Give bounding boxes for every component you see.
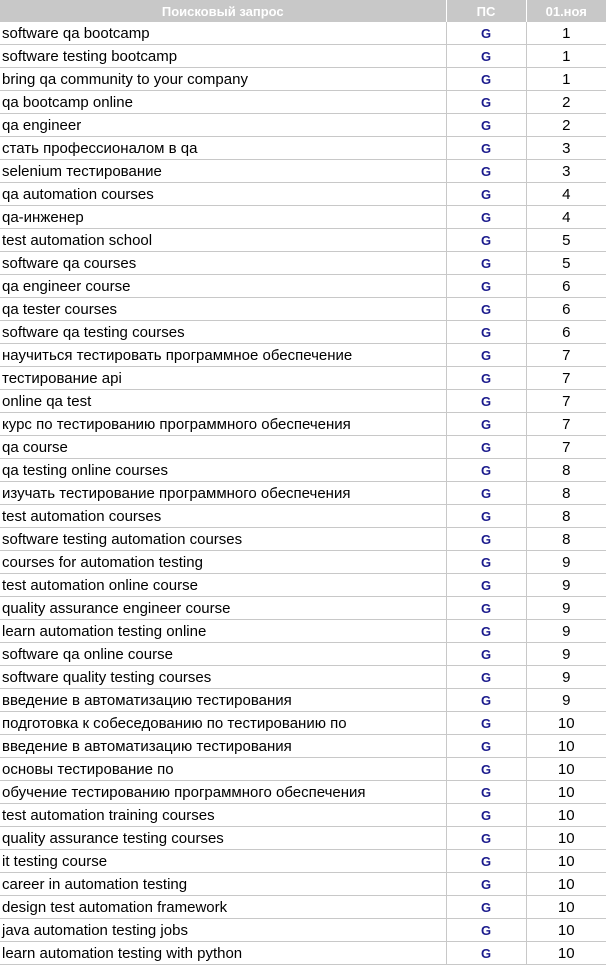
search-engine-cell (446, 229, 526, 252)
table-row[interactable] (0, 919, 606, 942)
table-row[interactable] (0, 850, 606, 873)
query-cell: научиться тестировать программное обеспечение (0, 344, 446, 367)
position-cell: 6 (526, 275, 606, 298)
position-cell: 10 (526, 758, 606, 781)
position-cell: 7 (526, 436, 606, 459)
table-row[interactable] (0, 206, 606, 229)
search-engine-cell (446, 413, 526, 436)
google-icon: G (480, 899, 492, 915)
table-row[interactable] (0, 275, 606, 298)
google-icon: G (480, 416, 492, 432)
search-engine-cell (446, 137, 526, 160)
query-cell: подготовка к собеседованию по тестированию по (0, 712, 446, 735)
position-cell: 9 (526, 643, 606, 666)
google-icon: G (480, 853, 492, 869)
query-cell: основы тестирование по (0, 758, 446, 781)
table-row[interactable] (0, 666, 606, 689)
query-cell: qa tester courses (0, 298, 446, 321)
position-cell: 10 (526, 712, 606, 735)
table-row[interactable] (0, 91, 606, 114)
position-cell: 5 (526, 252, 606, 275)
position-cell: 1 (526, 22, 606, 45)
google-icon: G (480, 163, 492, 179)
table-row[interactable] (0, 896, 606, 919)
table-row[interactable] (0, 551, 606, 574)
google-icon: G (480, 485, 492, 501)
position-cell: 1 (526, 68, 606, 91)
header-row (0, 0, 606, 22)
table-row[interactable] (0, 804, 606, 827)
search-engine-cell (446, 620, 526, 643)
position-cell: 10 (526, 781, 606, 804)
position-cell: 7 (526, 413, 606, 436)
position-cell: 7 (526, 344, 606, 367)
table-row[interactable] (0, 689, 606, 712)
position-cell: 10 (526, 873, 606, 896)
position-cell: 10 (526, 896, 606, 919)
table-row[interactable] (0, 183, 606, 206)
query-cell: software qa courses (0, 252, 446, 275)
search-engine-cell (446, 551, 526, 574)
google-icon: G (480, 738, 492, 754)
search-engine-cell (446, 252, 526, 275)
table-row[interactable] (0, 436, 606, 459)
search-engine-cell (446, 68, 526, 91)
google-icon: G (480, 761, 492, 777)
search-engine-cell (446, 528, 526, 551)
query-cell: курс по тестированию программного обеспечения (0, 413, 446, 436)
search-engine-cell (446, 597, 526, 620)
position-cell: 9 (526, 689, 606, 712)
google-icon: G (480, 876, 492, 892)
column-header-search-engine[interactable]: ПС (446, 0, 526, 22)
search-engine-cell (446, 459, 526, 482)
search-engine-cell (446, 275, 526, 298)
google-icon: G (480, 577, 492, 593)
search-engine-cell (446, 643, 526, 666)
search-engine-cell (446, 321, 526, 344)
table-row[interactable] (0, 758, 606, 781)
position-cell: 3 (526, 137, 606, 160)
search-engine-cell (446, 206, 526, 229)
query-cell: software quality testing courses (0, 666, 446, 689)
query-cell: qa-инженер (0, 206, 446, 229)
search-engine-cell (446, 827, 526, 850)
google-icon: G (480, 393, 492, 409)
google-icon: G (480, 922, 492, 938)
google-icon: G (480, 347, 492, 363)
table-row[interactable] (0, 22, 606, 45)
position-cell: 10 (526, 919, 606, 942)
position-cell: 7 (526, 390, 606, 413)
search-engine-cell (446, 45, 526, 68)
table-row[interactable] (0, 597, 606, 620)
position-cell: 10 (526, 827, 606, 850)
google-icon: G (480, 186, 492, 202)
query-cell: software testing automation courses (0, 528, 446, 551)
google-icon: G (480, 554, 492, 570)
search-engine-cell (446, 183, 526, 206)
query-cell: test automation training courses (0, 804, 446, 827)
table-row[interactable] (0, 459, 606, 482)
google-icon: G (480, 140, 492, 156)
query-cell: test automation courses (0, 505, 446, 528)
table-row[interactable] (0, 505, 606, 528)
column-header-date[interactable]: 01.ноя (526, 0, 606, 22)
position-cell: 3 (526, 160, 606, 183)
google-icon: G (480, 117, 492, 133)
google-icon: G (480, 646, 492, 662)
query-cell: тестирование api (0, 367, 446, 390)
google-icon: G (480, 784, 492, 800)
google-icon: G (480, 945, 492, 961)
table-row[interactable] (0, 114, 606, 137)
table-row[interactable] (0, 137, 606, 160)
query-cell: it testing course (0, 850, 446, 873)
google-icon: G (480, 669, 492, 685)
table-row[interactable] (0, 620, 606, 643)
table-row[interactable] (0, 781, 606, 804)
query-cell: стать профессионалом в qa (0, 137, 446, 160)
google-icon: G (480, 807, 492, 823)
search-engine-cell (446, 942, 526, 965)
google-icon: G (480, 278, 492, 294)
google-icon: G (480, 715, 492, 731)
google-icon: G (480, 232, 492, 248)
position-cell: 9 (526, 597, 606, 620)
query-cell: quality assurance testing courses (0, 827, 446, 850)
position-cell: 7 (526, 367, 606, 390)
table-row[interactable] (0, 827, 606, 850)
search-engine-cell (446, 298, 526, 321)
table-row[interactable] (0, 252, 606, 275)
position-cell: 8 (526, 528, 606, 551)
table-row[interactable] (0, 160, 606, 183)
position-cell: 10 (526, 804, 606, 827)
search-engine-cell (446, 735, 526, 758)
search-engine-cell (446, 482, 526, 505)
position-cell: 9 (526, 551, 606, 574)
table-row[interactable] (0, 45, 606, 68)
search-engine-cell (446, 505, 526, 528)
position-cell: 2 (526, 114, 606, 137)
query-cell: online qa test (0, 390, 446, 413)
query-cell: java automation testing jobs (0, 919, 446, 942)
google-icon: G (480, 830, 492, 846)
table-row[interactable] (0, 229, 606, 252)
position-cell: 8 (526, 459, 606, 482)
table-row[interactable] (0, 68, 606, 91)
table-row[interactable] (0, 643, 606, 666)
google-icon: G (480, 94, 492, 110)
google-icon: G (480, 462, 492, 478)
query-cell: software qa online course (0, 643, 446, 666)
search-engine-cell (446, 919, 526, 942)
query-cell: test automation online course (0, 574, 446, 597)
query-cell: qa automation courses (0, 183, 446, 206)
search-engine-cell (446, 896, 526, 919)
position-cell: 10 (526, 735, 606, 758)
table-row[interactable] (0, 712, 606, 735)
query-cell: qa engineer course (0, 275, 446, 298)
query-cell: selenium тестирование (0, 160, 446, 183)
table-row[interactable] (0, 735, 606, 758)
query-cell: qa course (0, 436, 446, 459)
table-row[interactable] (0, 367, 606, 390)
google-icon: G (480, 508, 492, 524)
table-row[interactable] (0, 574, 606, 597)
search-engine-cell (446, 712, 526, 735)
google-icon: G (480, 623, 492, 639)
position-cell: 9 (526, 574, 606, 597)
google-icon: G (480, 25, 492, 41)
table-body (0, 22, 606, 965)
google-icon: G (480, 370, 492, 386)
search-engine-cell (446, 689, 526, 712)
query-cell: learn automation testing online (0, 620, 446, 643)
query-cell: обучение тестированию программного обеспечения (0, 781, 446, 804)
query-cell: изучать тестирование программного обеспечения (0, 482, 446, 505)
query-cell: qa testing online courses (0, 459, 446, 482)
query-cell: software testing bootcamp (0, 45, 446, 68)
search-engine-cell (446, 367, 526, 390)
position-cell: 2 (526, 91, 606, 114)
search-engine-cell (446, 758, 526, 781)
position-cell: 5 (526, 229, 606, 252)
query-cell: career in automation testing (0, 873, 446, 896)
position-cell: 1 (526, 45, 606, 68)
query-cell: введение в автоматизацию тестирования (0, 735, 446, 758)
search-engine-cell (446, 666, 526, 689)
search-engine-cell (446, 850, 526, 873)
table-row[interactable] (0, 942, 606, 965)
search-engine-cell (446, 804, 526, 827)
query-cell: bring qa community to your company (0, 68, 446, 91)
position-cell: 4 (526, 206, 606, 229)
google-icon: G (480, 48, 492, 64)
search-engine-cell (446, 873, 526, 896)
google-icon: G (480, 692, 492, 708)
search-engine-cell (446, 91, 526, 114)
position-cell: 6 (526, 321, 606, 344)
column-header-query[interactable]: Поисковый запрос (0, 0, 446, 22)
google-icon: G (480, 209, 492, 225)
table-row[interactable] (0, 321, 606, 344)
table-row[interactable] (0, 482, 606, 505)
position-cell: 10 (526, 942, 606, 965)
table-row[interactable] (0, 344, 606, 367)
position-cell: 8 (526, 505, 606, 528)
query-cell: qa engineer (0, 114, 446, 137)
position-cell: 9 (526, 620, 606, 643)
search-engine-cell (446, 344, 526, 367)
query-cell: qa bootcamp online (0, 91, 446, 114)
table-row[interactable] (0, 298, 606, 321)
query-cell: введение в автоматизацию тестирования (0, 689, 446, 712)
search-engine-cell (446, 781, 526, 804)
position-cell: 8 (526, 482, 606, 505)
position-cell: 10 (526, 850, 606, 873)
search-engine-cell (446, 114, 526, 137)
search-engine-cell (446, 574, 526, 597)
search-engine-cell (446, 160, 526, 183)
table-row[interactable] (0, 390, 606, 413)
table-row[interactable] (0, 873, 606, 896)
query-cell: test automation school (0, 229, 446, 252)
google-icon: G (480, 600, 492, 616)
google-icon: G (480, 71, 492, 87)
google-icon: G (480, 255, 492, 271)
query-cell: software qa bootcamp (0, 22, 446, 45)
table-row[interactable] (0, 528, 606, 551)
position-cell: 4 (526, 183, 606, 206)
query-cell: software qa testing courses (0, 321, 446, 344)
query-cell: learn automation testing with python (0, 942, 446, 965)
google-icon: G (480, 324, 492, 340)
search-engine-cell (446, 22, 526, 45)
search-engine-cell (446, 390, 526, 413)
position-cell: 6 (526, 298, 606, 321)
search-engine-cell (446, 436, 526, 459)
google-icon: G (480, 531, 492, 547)
position-cell: 9 (526, 666, 606, 689)
query-cell: courses for automation testing (0, 551, 446, 574)
table-row[interactable] (0, 413, 606, 436)
query-cell: quality assurance engineer course (0, 597, 446, 620)
google-icon: G (480, 301, 492, 317)
google-icon: G (480, 439, 492, 455)
query-cell: design test automation framework (0, 896, 446, 919)
